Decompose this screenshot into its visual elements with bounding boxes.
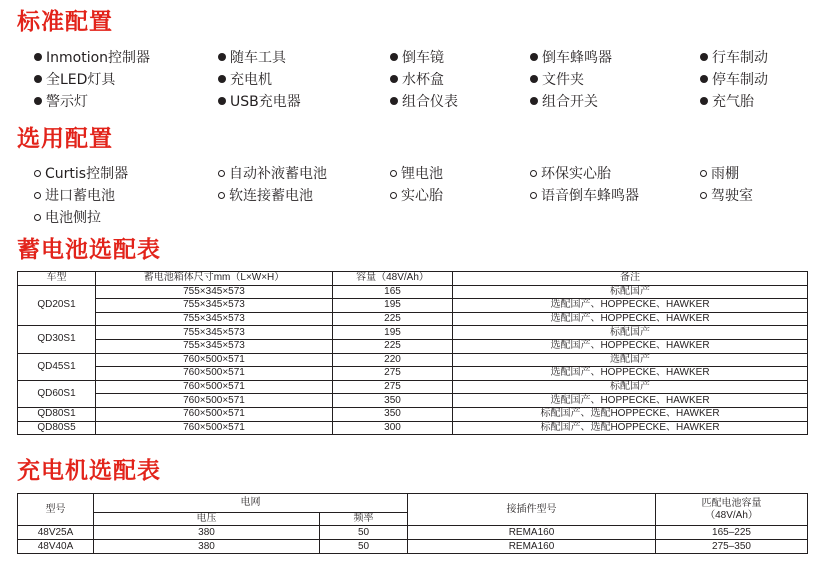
frequency-cell: 50 <box>320 540 408 554</box>
list-item: 随车工具 <box>218 50 286 67</box>
note-cell: 标配国产 <box>453 326 808 340</box>
size-cell: 755×345×573 <box>96 299 333 313</box>
table-row <box>18 326 808 340</box>
table-row <box>18 312 808 326</box>
filled-bullet-icon <box>218 97 226 105</box>
connector-cell: REMA160 <box>408 526 656 540</box>
list-item: 组合开关 <box>530 94 598 111</box>
hollow-bullet-icon <box>34 192 41 199</box>
size-cell: 760×500×571 <box>96 353 333 367</box>
capacity-cell: 350 <box>333 394 453 408</box>
hollow-bullet-icon <box>700 170 707 177</box>
filled-bullet-icon <box>530 97 538 105</box>
size-cell: 760×500×571 <box>96 367 333 381</box>
col-header-capacity: 容量（48V/Ah） <box>333 272 453 286</box>
col-header-model: 型号 <box>18 494 94 526</box>
table-row <box>18 407 808 421</box>
model-cell: QD30S1 <box>18 326 96 353</box>
size-cell: 755×345×573 <box>96 326 333 340</box>
note-cell: 选配国产 <box>453 353 808 367</box>
list-item: 环保实心胎 <box>530 166 611 183</box>
list-item: 锂电池 <box>390 166 443 183</box>
voltage-cell: 380 <box>94 526 320 540</box>
size-cell: 755×345×573 <box>96 312 333 326</box>
note-cell: 选配国产、HOPPECKE、HAWKER <box>453 394 808 408</box>
hollow-bullet-icon <box>34 170 41 177</box>
frequency-cell: 50 <box>320 526 408 540</box>
col-header-model: 车型 <box>18 272 96 286</box>
model-cell: QD60S1 <box>18 380 96 407</box>
col-header-note: 备注 <box>453 272 808 286</box>
capacity-cell: 195 <box>333 326 453 340</box>
hollow-bullet-icon <box>530 170 537 177</box>
list-item: 全LED灯具 <box>34 72 115 89</box>
battery-table-title: 蓄电池选配表 <box>17 237 161 263</box>
col-header-connector: 接插件型号 <box>408 494 656 526</box>
filled-bullet-icon <box>34 97 42 105</box>
capacity-cell: 195 <box>333 299 453 313</box>
list-item: 组合仪表 <box>390 94 458 111</box>
list-item: 文件夹 <box>530 72 584 89</box>
table-row <box>18 540 808 554</box>
filled-bullet-icon <box>700 53 708 61</box>
standard-config-title: 标准配置 <box>17 9 113 35</box>
model-cell: QD80S5 <box>18 421 96 435</box>
voltage-cell: 380 <box>94 540 320 554</box>
filled-bullet-icon <box>218 53 226 61</box>
hollow-bullet-icon <box>390 192 397 199</box>
table-row <box>18 421 808 435</box>
table-row <box>18 299 808 313</box>
list-item: Inmotion控制器 <box>34 50 150 67</box>
note-cell: 标配国产 <box>453 285 808 299</box>
filled-bullet-icon <box>700 75 708 83</box>
note-cell: 标配国产、选配HOPPECKE、HAWKER <box>453 421 808 435</box>
list-item: 充气胎 <box>700 94 754 111</box>
model-cell: 48V40A <box>18 540 94 554</box>
list-item: 倒车镜 <box>390 50 444 67</box>
col-header-size: 蓄电池箱体尺寸mm（L×W×H） <box>96 272 333 286</box>
capacity-cell: 225 <box>333 312 453 326</box>
filled-bullet-icon <box>700 97 708 105</box>
list-item: 倒车蜂鸣器 <box>530 50 612 67</box>
list-item: 雨棚 <box>700 166 739 183</box>
connector-cell: REMA160 <box>408 540 656 554</box>
table-row <box>18 380 808 394</box>
note-cell: 选配国产、HOPPECKE、HAWKER <box>453 299 808 313</box>
capacity-cell: 275 <box>333 380 453 394</box>
note-cell: 选配国产、HOPPECKE、HAWKER <box>453 339 808 353</box>
list-item: 充电机 <box>218 72 272 89</box>
filled-bullet-icon <box>390 97 398 105</box>
col-header-grid: 电网 <box>94 494 408 513</box>
size-cell: 760×500×571 <box>96 421 333 435</box>
capacity-cell: 300 <box>333 421 453 435</box>
col-header-voltage: 电压 <box>94 513 320 526</box>
table-row <box>18 367 808 381</box>
match-capacity-cell: 275–350 <box>656 540 808 554</box>
table-row <box>18 353 808 367</box>
list-item: Curtis控制器 <box>34 166 128 183</box>
size-cell: 760×500×571 <box>96 394 333 408</box>
list-item: 水杯盒 <box>390 72 444 89</box>
table-row <box>18 339 808 353</box>
list-item: 软连接蓄电池 <box>218 188 313 205</box>
list-item: 停车制动 <box>700 72 768 89</box>
size-cell: 760×500×571 <box>96 380 333 394</box>
table-row <box>18 526 808 540</box>
charger-table-title: 充电机选配表 <box>17 458 161 484</box>
match-capacity-cell: 165–225 <box>656 526 808 540</box>
list-item: 警示灯 <box>34 94 88 111</box>
table-row <box>18 394 808 408</box>
filled-bullet-icon <box>390 75 398 83</box>
size-cell: 755×345×573 <box>96 285 333 299</box>
model-cell: QD80S1 <box>18 407 96 421</box>
list-item: 驾驶室 <box>700 188 753 205</box>
note-cell: 标配国产、选配HOPPECKE、HAWKER <box>453 407 808 421</box>
optional-config-title: 选用配置 <box>17 126 113 152</box>
col-header-match-capacity: 匹配电池容量 （48V/Ah） <box>656 494 808 526</box>
size-cell: 755×345×573 <box>96 339 333 353</box>
table-row <box>18 285 808 299</box>
note-cell: 选配国产、HOPPECKE、HAWKER <box>453 312 808 326</box>
capacity-cell: 165 <box>333 285 453 299</box>
filled-bullet-icon <box>218 75 226 83</box>
model-cell: QD45S1 <box>18 353 96 380</box>
battery-selection-table <box>17 271 808 435</box>
filled-bullet-icon <box>530 75 538 83</box>
list-item: 实心胎 <box>390 188 443 205</box>
col-header-frequency: 频率 <box>320 513 408 526</box>
list-item: 进口蓄电池 <box>34 188 115 205</box>
note-cell: 标配国产 <box>453 380 808 394</box>
list-item: 电池侧拉 <box>34 210 101 227</box>
model-cell: QD20S1 <box>18 285 96 326</box>
hollow-bullet-icon <box>218 192 225 199</box>
list-item: 语音倒车蜂鸣器 <box>530 188 639 205</box>
list-item: 行车制动 <box>700 50 768 67</box>
capacity-cell: 220 <box>333 353 453 367</box>
capacity-cell: 225 <box>333 339 453 353</box>
hollow-bullet-icon <box>390 170 397 177</box>
size-cell: 760×500×571 <box>96 407 333 421</box>
table-header-row <box>18 272 808 286</box>
charger-selection-table <box>17 493 808 554</box>
filled-bullet-icon <box>530 53 538 61</box>
filled-bullet-icon <box>34 75 42 83</box>
note-cell: 选配国产、HOPPECKE、HAWKER <box>453 367 808 381</box>
filled-bullet-icon <box>34 53 42 61</box>
capacity-cell: 275 <box>333 367 453 381</box>
filled-bullet-icon <box>390 53 398 61</box>
list-item: 自动补液蓄电池 <box>218 166 327 183</box>
hollow-bullet-icon <box>34 214 41 221</box>
table-header-row <box>18 494 808 513</box>
hollow-bullet-icon <box>218 170 225 177</box>
list-item: USB充电器 <box>218 94 301 111</box>
hollow-bullet-icon <box>700 192 707 199</box>
hollow-bullet-icon <box>530 192 537 199</box>
model-cell: 48V25A <box>18 526 94 540</box>
capacity-cell: 350 <box>333 407 453 421</box>
